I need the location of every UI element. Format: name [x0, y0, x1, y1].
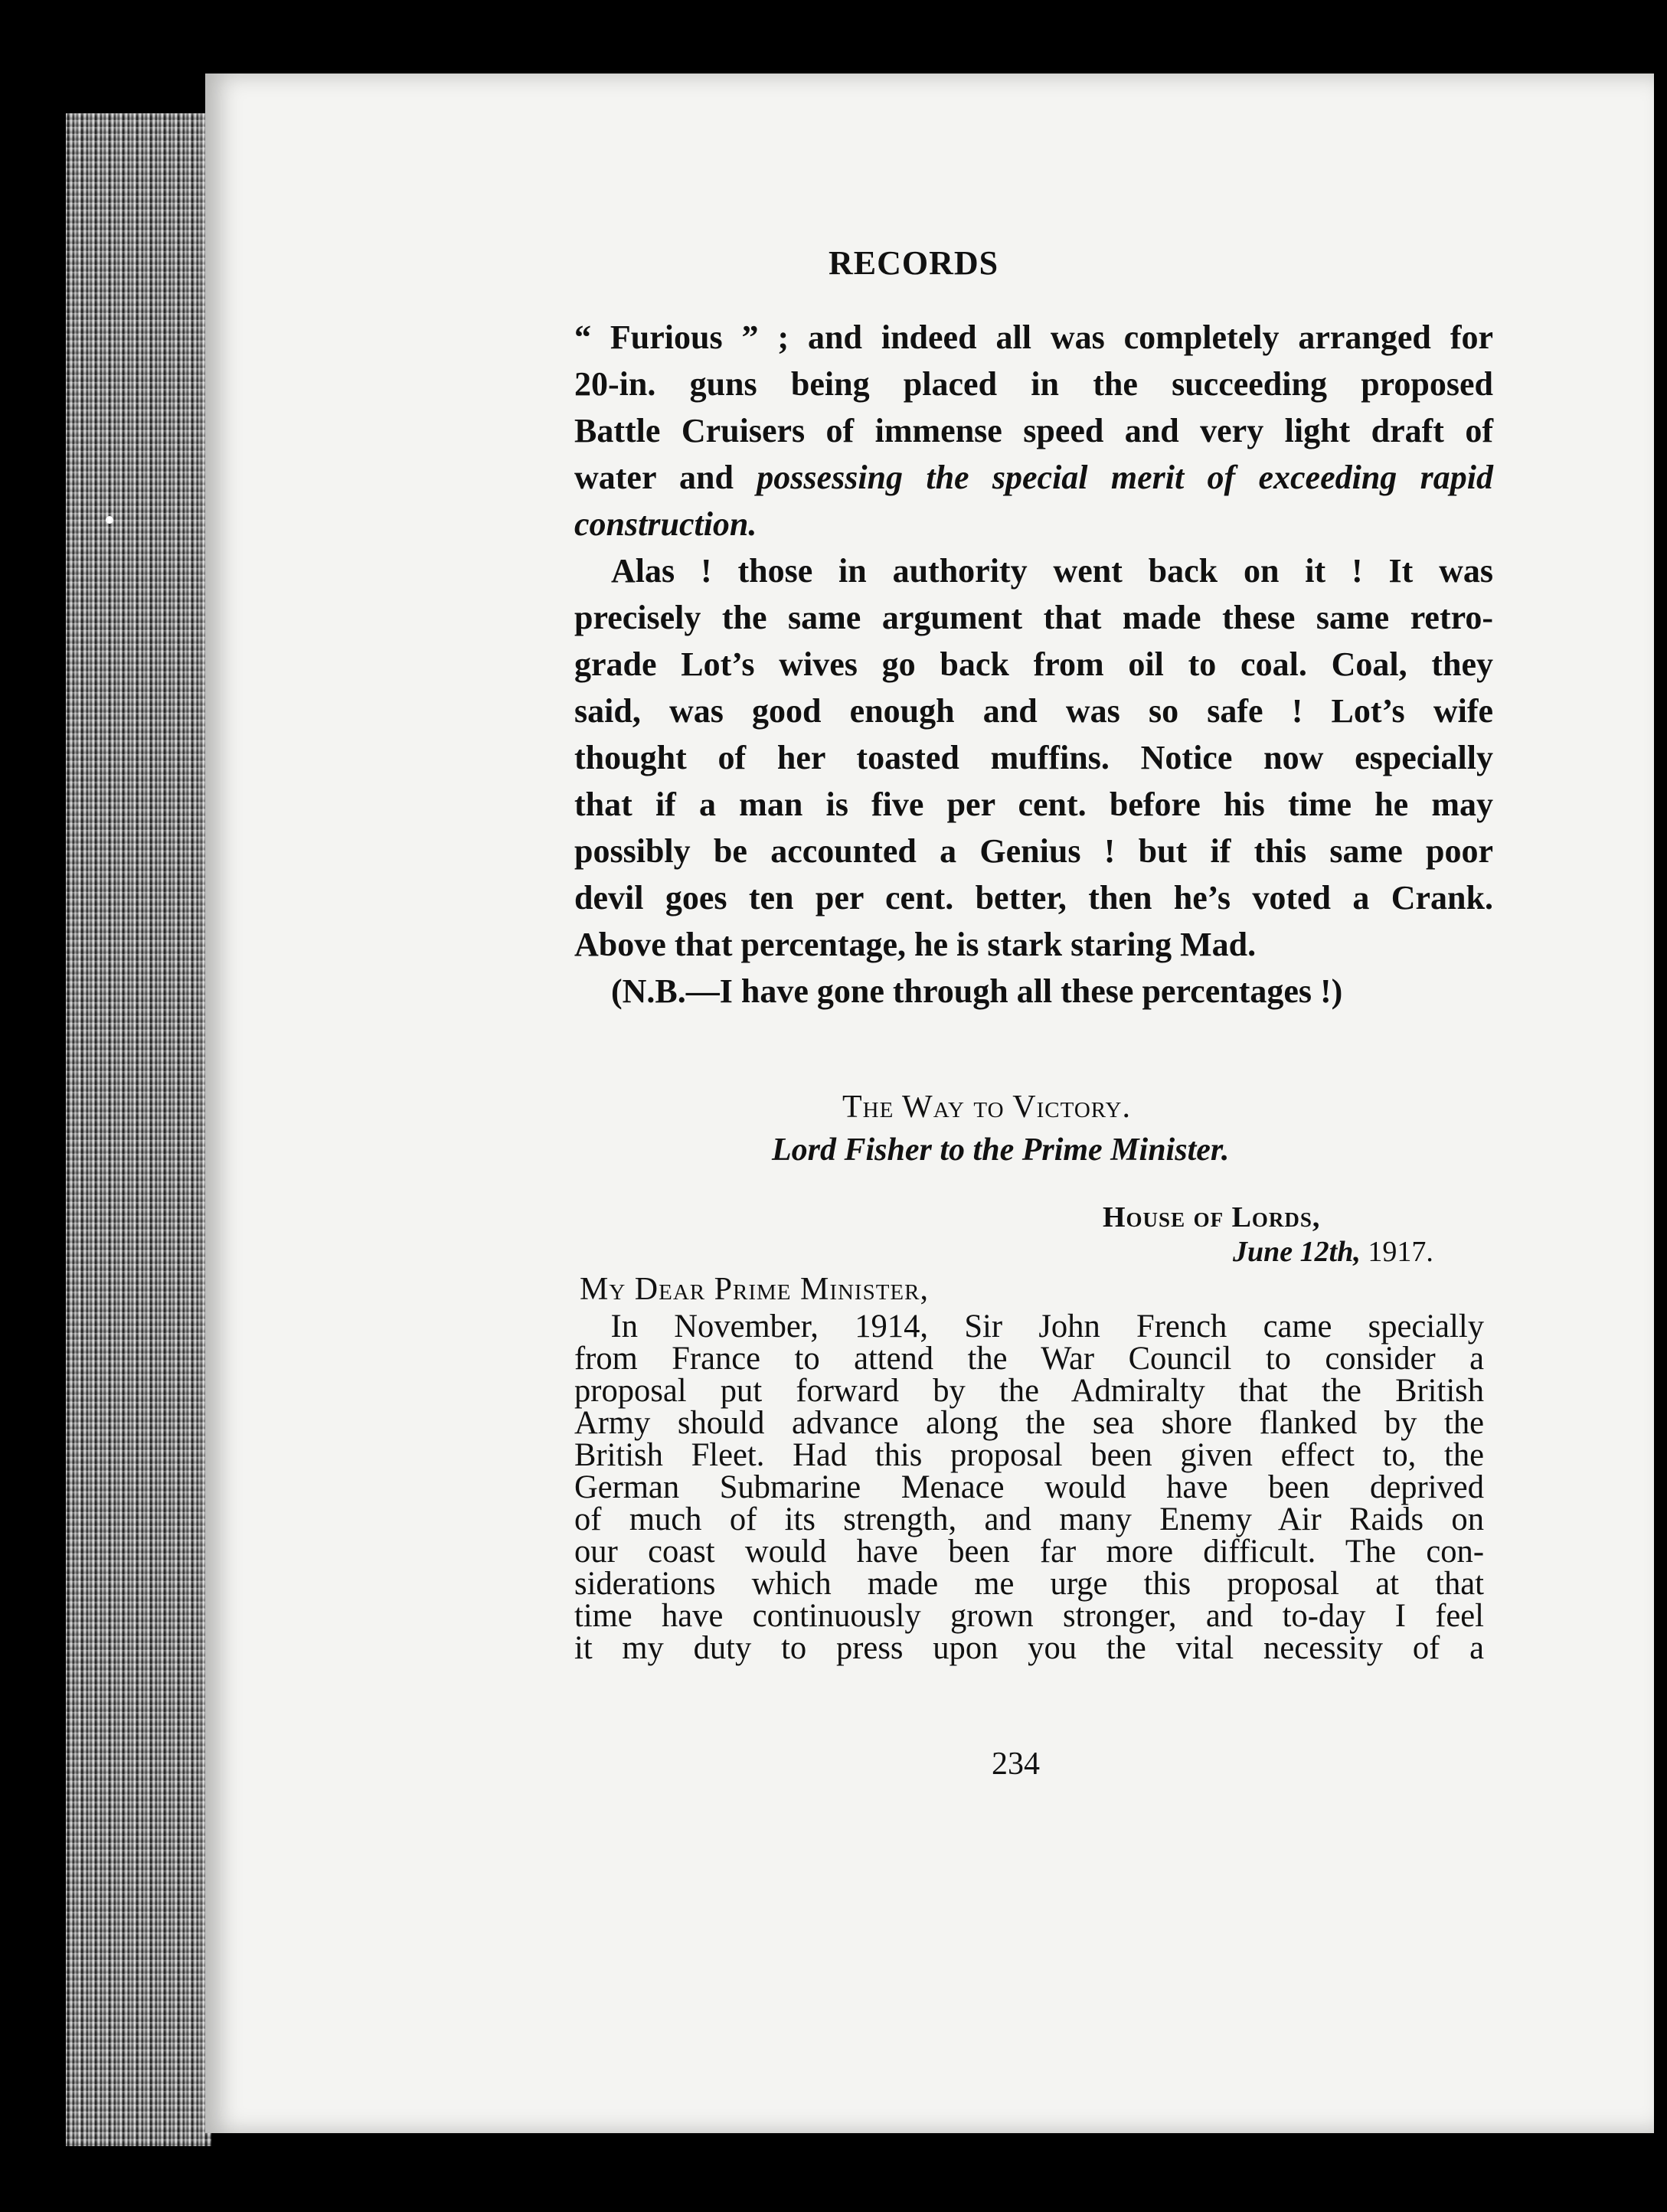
text-line: 20-in. guns being placed in the succeeding proposed [574, 365, 1493, 403]
text-line: In November, 1914, Sir John French came specially [610, 1309, 1484, 1345]
text-line: Above that percentage, he is stark staring Mad. [574, 926, 1257, 963]
section-title: The Way to Victory. [842, 1090, 1131, 1125]
text-line: our coast would have been far more difficult. The con- [574, 1534, 1484, 1570]
book-page-edge [66, 113, 211, 2146]
letter-place: House of Lords, [1103, 1201, 1321, 1233]
text-line: Battle Cruisers of immense speed and very light draft of [574, 412, 1493, 449]
text-italic: possessing the special merit of exceeding rapid [757, 459, 1493, 496]
text-line: of much of its strength, and many Enemy Air Raids on [574, 1501, 1484, 1537]
text-line: thought of her toasted muffins. Notice now especially [574, 739, 1493, 776]
page-number: 234 [992, 1746, 1040, 1782]
text-line: it my duty to press upon you the vital necessity of a [574, 1630, 1484, 1666]
letter-body [574, 1311, 1484, 1665]
text-line: proposal put forward by the Admiralty that the British [574, 1373, 1484, 1409]
text-line: “ Furious ” ; and indeed all was completely arranged for [574, 319, 1493, 356]
text-line: from France to attend the War Council to consider a [574, 1341, 1484, 1377]
text-line: Army should advance along the sea shore flanked by the [574, 1405, 1484, 1441]
margin-spot [106, 516, 113, 524]
text-line: British Fleet. Had this proposal been given effect to, the [574, 1437, 1484, 1473]
text-line: German Submarine Menace would have been deprived [574, 1469, 1484, 1505]
text-line: time have continuously grown stronger, and to-day I feel [574, 1598, 1484, 1634]
letter-date-year: 1917. [1360, 1236, 1433, 1268]
text-line: devil goes ten per cent. better, then he’s voted a Crank. [574, 879, 1493, 916]
letter-date [1233, 1235, 1433, 1269]
text-line-italic: construction. [574, 505, 757, 543]
nb-note: (N.B.—I have gone through all these percentages !) [611, 972, 1343, 1010]
letter-date-day: June 12th, [1233, 1236, 1361, 1268]
text-line: precisely the same argument that made these same retro- [574, 599, 1493, 636]
text-plain: water and [574, 459, 757, 496]
text-line-mixed [574, 454, 1493, 501]
text-line: that if a man is five per cent. before his time he may [574, 786, 1493, 823]
running-head: RECORDS [829, 244, 999, 282]
text-line: possibly be accounted a Genius ! but if this same poor [574, 832, 1493, 870]
text-line: grade Lot’s wives go back from oil to coal. Coal, they [574, 645, 1493, 683]
letter-salutation: My Dear Prime Minister, [580, 1272, 929, 1307]
text-line: Alas ! those in authority went back on it ! It was [611, 552, 1493, 590]
text-line: said, was good enough and was so safe ! Lot’s wife [574, 692, 1493, 730]
text-line: siderations which made me urge this proposal at that [574, 1566, 1484, 1602]
section-subtitle: Lord Fisher to the Prime Minister. [772, 1132, 1230, 1168]
upper-text [574, 314, 1493, 1015]
